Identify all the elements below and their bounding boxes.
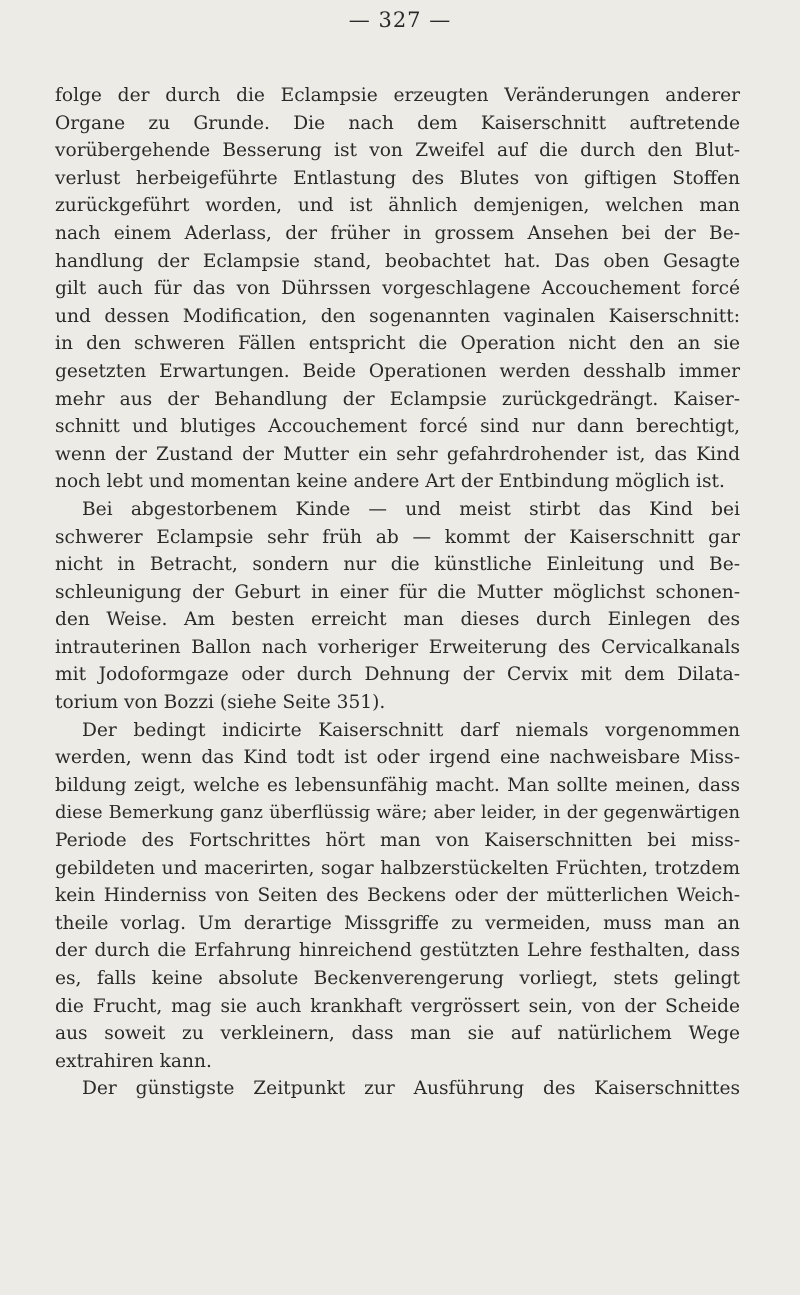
text-line: gebildeten und macerirten, sogar halbzerstückelten Früchten, trotzdem [55,857,740,879]
text-line: bildung zeigt, welche es lebensunfähig macht. Man sollte meinen, dass [55,774,740,796]
text-line: aus soweit zu verkleinern, dass man sie auf natürlichem Wege [55,1023,740,1045]
text-line: schnitt und blutiges Accouchement forcé sind nur dann berechtigt, [55,416,740,438]
text-line: kein Hinderniss von Seiten des Beckens oder der mütterlichen Weich- [55,885,740,907]
text-line: Der bedingt indicirte Kaiserschnitt darf niemals vorgenommen [82,719,740,741]
text-line: folge der durch die Eclampsie erzeugten Veränderungen anderer [55,85,740,106]
text-line: intrauterinen Ballon nach vorheriger Erweiterung des Cervicalkanals [55,636,740,658]
text-line: mehr aus der Behandlung der Eclampsie zurückgedrängt. Kaiser- [55,388,740,410]
text-line: noch lebt und momentan keine andere Art der Entbindung möglich ist. [55,471,725,493]
text-line: der durch die Erfahrung hinreichend gestützten Lehre festhalten, dass [55,940,740,962]
text-line: zurückgeführt worden, und ist ähnlich demjenigen, welchen man [55,195,740,217]
text-line: und dessen Modification, den sogenannten vaginalen Kaiserschnitt: [55,305,740,327]
text-line: Periode des Fortschrittes hört man von Kaiserschnitten bei miss- [55,830,740,852]
text-line: in den schweren Fällen entspricht die Operation nicht den an sie [55,333,740,355]
text-line: extrahiren kann. [55,1050,212,1072]
text-line: verlust herbeigeführte Entlastung des Blutes von giftigen Stoffen [55,167,740,189]
text-line: die Frucht, mag sie auch krankhaft vergrössert sein, von der Scheide [55,995,740,1017]
text-line: mit Jodoformgaze oder durch Dehnung der Cervix mit dem Dilata- [55,664,740,686]
text-line: nicht in Betracht, sondern nur die künstliche Einleitung und Be- [55,554,740,576]
body-text [55,82,740,1103]
text-line: nach einem Aderlass, der früher in grossem Ansehen bei der Be- [55,222,740,244]
text-line: vorübergehende Besserung ist von Zweifel auf die durch den Blut- [55,140,740,162]
text-line: theile vorlag. Um derartige Missgriffe zu vermeiden, muss man an [55,912,740,934]
text-line: gesetzten Erwartungen. Beide Operationen werden desshalb immer [55,360,740,382]
text-line: schwerer Eclampsie sehr früh ab — kommt der Kaiserschnitt gar [55,526,740,548]
text-line: schleunigung der Geburt in einer für die Mutter möglichst schonen- [55,581,740,603]
text-line: handlung der Eclampsie stand, beobachtet hat. Das oben Gesagte [55,250,740,272]
text-line: gilt auch für das von Dührssen vorgeschlagene Accouchement forcé [55,278,740,300]
text-line: es, falls keine absolute Beckenverengerung vorliegt, stets gelingt [55,968,740,989]
page-number: — 327 — [348,8,452,32]
text-line: Der günstigste Zeitpunkt zur Ausführung des Kaiserschnittes [82,1078,740,1100]
text-line: Organe zu Grunde. Die nach dem Kaiserschnitt auftretende [55,112,740,134]
text-line: den Weise. Am besten erreicht man dieses durch Einlegen des [55,609,740,631]
text-line: Bei abgestorbenem Kinde — und meist stirbt das Kind bei [82,498,740,520]
text-line: torium von Bozzi (siehe Seite 351). [55,692,386,714]
text-line: wenn der Zustand der Mutter ein sehr gefahrdrohender ist, das Kind [55,443,740,465]
text-line: werden, wenn das Kind todt ist oder irgend eine nachweisbare Miss- [55,747,740,769]
text-line: diese Bemerkung ganz überflüssig wäre; aber leider, in der gegenwärtigen [55,802,740,824]
